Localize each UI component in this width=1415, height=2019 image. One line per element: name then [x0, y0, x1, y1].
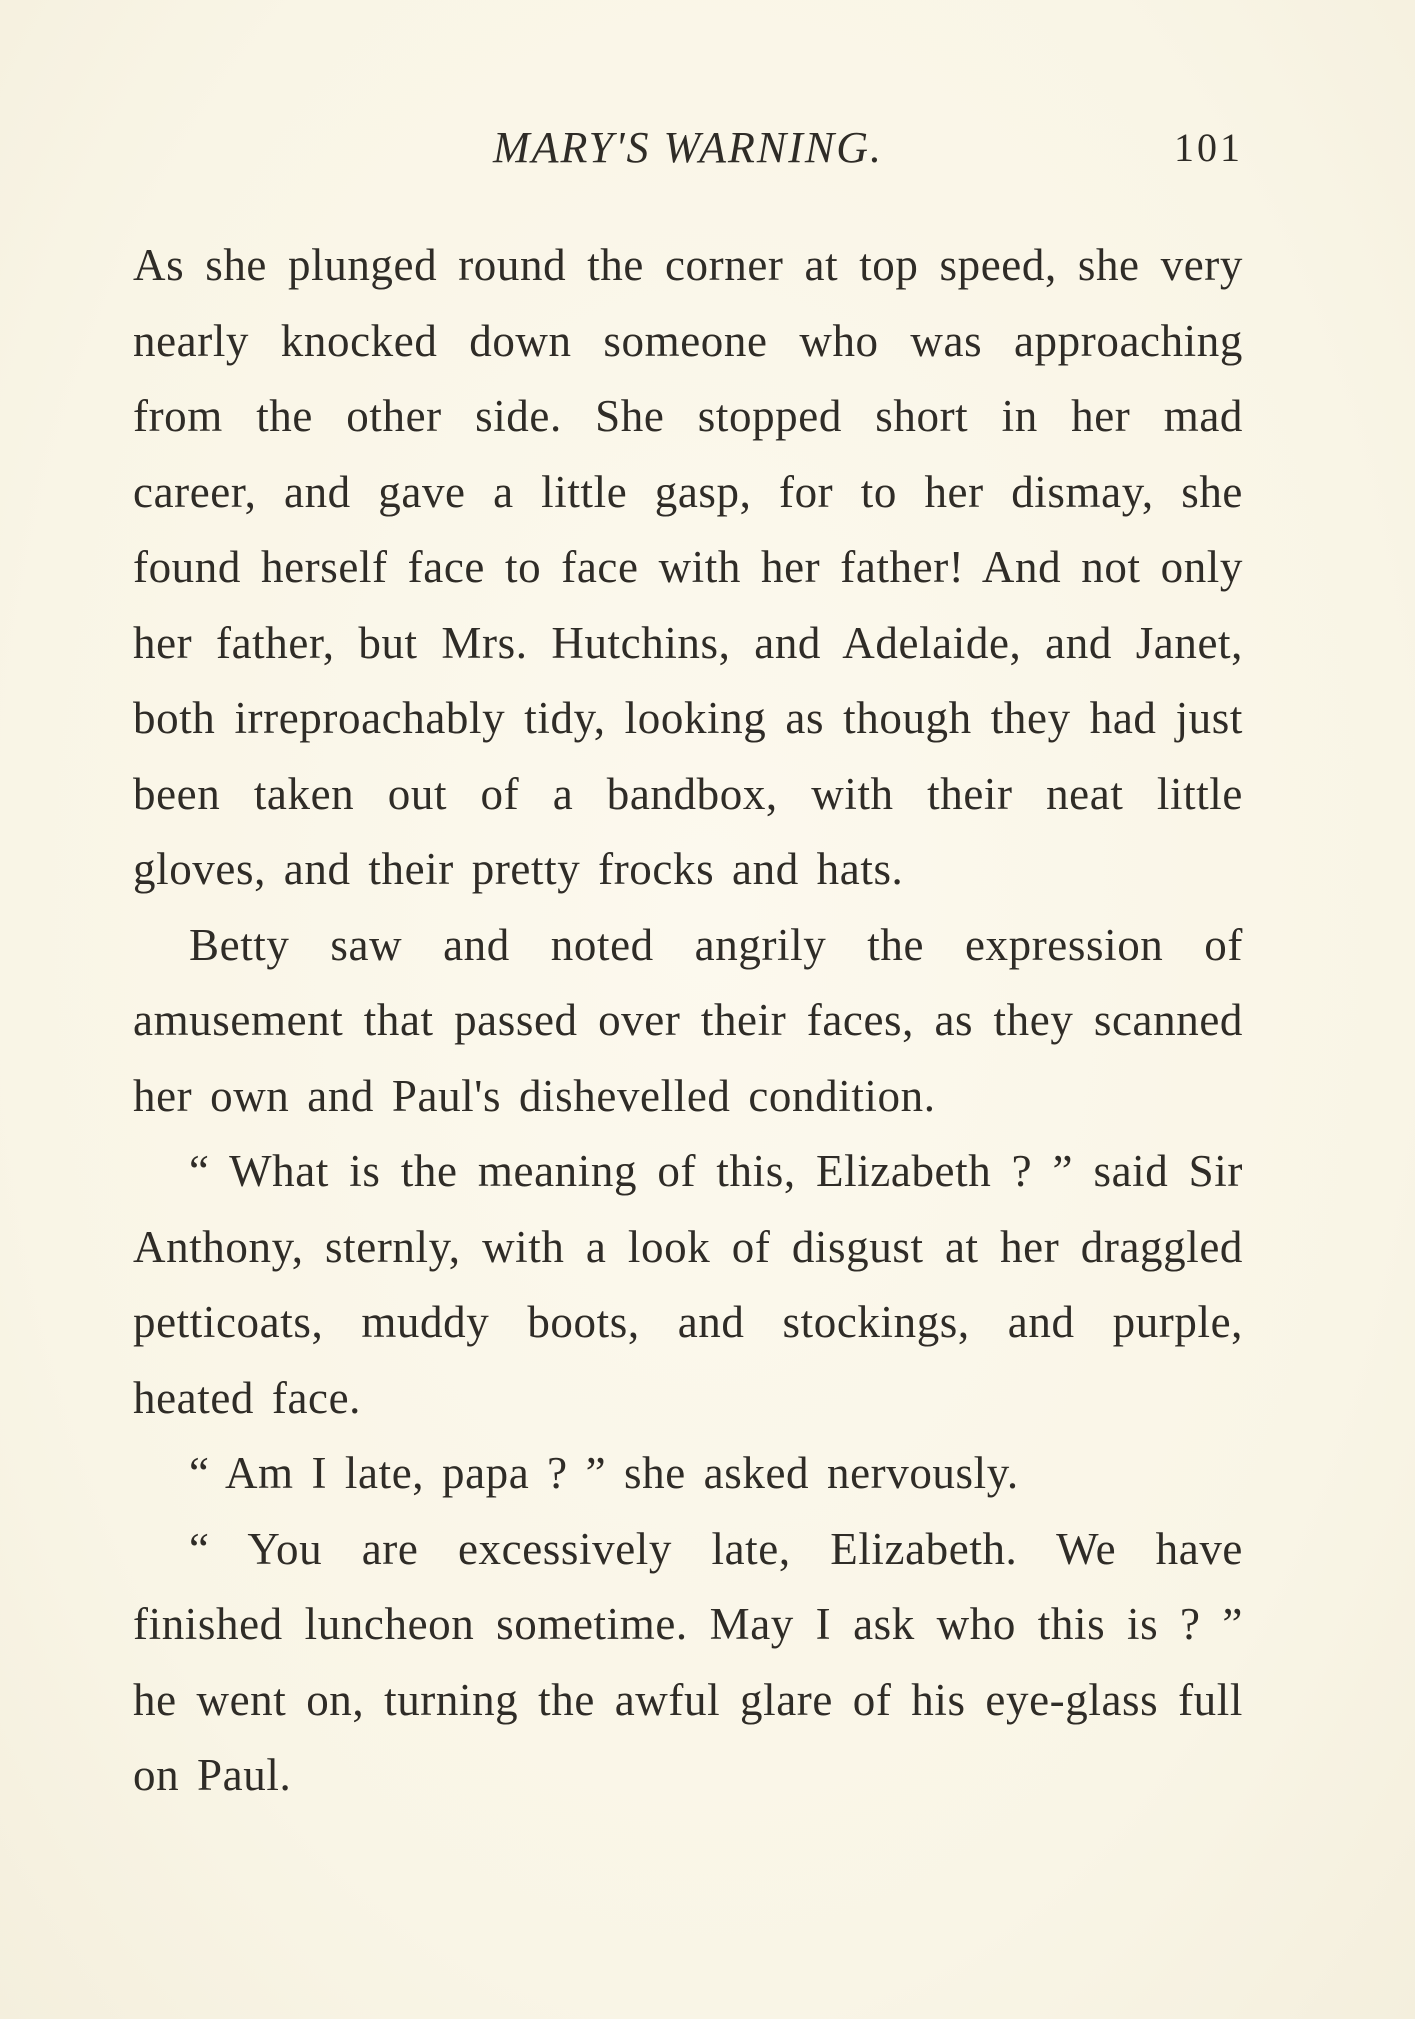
body-text: [133, 228, 1243, 1814]
running-title: MARY'S WARNING.: [493, 123, 883, 172]
paragraph: Betty saw and noted angrily the expression of amusement that passed over their faces, as they scanned her own and Paul's dishevelled condition.: [133, 919, 1243, 1121]
paragraph: As she plunged round the corner at top speed, she very nearly knocked down someone who was approaching from the other side. She stopped short in her mad career, and gave a little gasp, for to her dismay, she found herself face to face with her father! And not only her father, but Mrs. Hutchins, and Adelaide, and Janet, both irreproachably tidy, looking as though they had just been taken out of a bandbox, with their neat little gloves, and their pretty frocks and hats.: [133, 240, 1243, 894]
paragraph: “ Am I late, papa ? ” she asked nervously.: [189, 1448, 1019, 1498]
running-head: [133, 118, 1243, 178]
paragraph: “ What is the meaning of this, Elizabeth ? ” said Sir Anthony, sternly, with a look of disgust at her draggled petticoats, muddy boots, and stockings, and purple, heated face.: [133, 1146, 1243, 1423]
page-number: 101: [1174, 125, 1243, 170]
paragraph: “ You are excessively late, Elizabeth. We have finished luncheon sometime. May I ask who this is ? ” he went on, turning the awful glare of his eye-glass full on Paul.: [133, 1523, 1243, 1800]
